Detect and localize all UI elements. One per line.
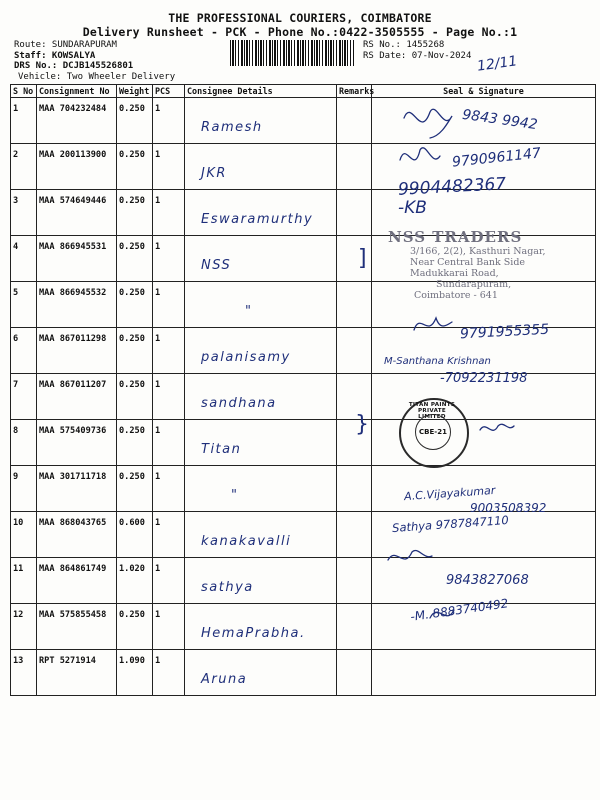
- cell-consignment: MAA 704232484: [37, 98, 117, 144]
- consignee-name: Ramesh: [201, 120, 263, 135]
- cell-pcs: 1: [153, 144, 185, 190]
- runsheet-subtitle: Delivery Runsheet - PCK - Phone No.:0422-3505555 - Page No.:1: [82, 25, 518, 39]
- table-row: [11, 604, 596, 650]
- cell-consignment: MAA 301711718: [37, 466, 117, 512]
- cell-weight: 0.250: [117, 190, 153, 236]
- cell-remarks: [337, 650, 372, 696]
- cell-sno: 8: [11, 420, 37, 466]
- col-remarks: Remarks: [337, 85, 372, 98]
- consignee-name: sathya: [201, 580, 254, 595]
- cell-weight: 0.250: [117, 98, 153, 144]
- cell-consignee: [185, 558, 337, 604]
- cell-remarks: [337, 144, 372, 190]
- cell-sno: 13: [11, 650, 37, 696]
- cell-sno: 7: [11, 374, 37, 420]
- cell-pcs: 1: [153, 328, 185, 374]
- consignee-name: ": [231, 488, 239, 503]
- cell-pcs: 1: [153, 236, 185, 282]
- cell-sno: 1: [11, 98, 37, 144]
- cell-consignment: RPT 5271914: [37, 650, 117, 696]
- cell-consignee: [185, 466, 337, 512]
- seal-center: [415, 414, 451, 450]
- signature-3b: -KB: [398, 198, 427, 218]
- cell-weight: 0.250: [117, 282, 153, 328]
- col-consignment: Consignment No: [37, 85, 117, 98]
- cell-consignment: MAA 867011207: [37, 374, 117, 420]
- remark-mark-bracket-2: }: [355, 412, 369, 437]
- cell-remarks: [337, 190, 372, 236]
- col-pcs: PCS: [153, 85, 185, 98]
- cell-consignment: MAA 866945532: [37, 282, 117, 328]
- stamp-line-1: 3/166, 2(2), Kasthuri Nagar,: [410, 246, 546, 257]
- cell-consignment: MAA 868043765: [37, 512, 117, 558]
- cell-pcs: 1: [153, 190, 185, 236]
- cell-sno: 2: [11, 144, 37, 190]
- signature-1: 9843 9942: [461, 106, 539, 134]
- cell-remarks: [337, 282, 372, 328]
- cell-remarks: [337, 98, 372, 144]
- rs-number: RS No.: 1455268: [363, 40, 445, 50]
- cell-weight: 0.250: [117, 466, 153, 512]
- cell-consignment: MAA 864861749: [37, 558, 117, 604]
- cell-consignee: [185, 374, 337, 420]
- consignee-name: Eswaramurthy: [201, 212, 314, 227]
- cell-sno: 11: [11, 558, 37, 604]
- signature-7b: -7092231198: [440, 371, 528, 386]
- cell-consignment: MAA 574649446: [37, 190, 117, 236]
- cell-consignment: MAA 867011298: [37, 328, 117, 374]
- stamp-line-5: Coimbatore - 641: [414, 290, 498, 301]
- cell-weight: 0.600: [117, 512, 153, 558]
- signature-3: 9904482367: [397, 174, 507, 200]
- cell-weight: 0.250: [117, 236, 153, 282]
- col-consignee: Consignee Details: [185, 85, 337, 98]
- cell-weight: 0.250: [117, 374, 153, 420]
- cell-consignee: [185, 328, 337, 374]
- consignee-name: HemaPrabha.: [201, 626, 306, 641]
- cell-consignment: MAA 866945531: [37, 236, 117, 282]
- nss-traders-stamp: [388, 228, 568, 301]
- cell-remarks: [337, 328, 372, 374]
- cell-remarks: [337, 558, 372, 604]
- signature-2: 9790961147: [451, 145, 542, 171]
- cell-sno: 10: [11, 512, 37, 558]
- consignee-name: Titan: [201, 442, 242, 457]
- cell-consignment: MAA 575855458: [37, 604, 117, 650]
- cell-sno: 9: [11, 466, 37, 512]
- consignee-name: JKR: [201, 166, 227, 181]
- col-seal: Seal & Signature: [372, 85, 596, 98]
- stamp-line-3: Madukkarai Road,: [410, 268, 499, 279]
- signature-13: -M. 8883740492: [409, 596, 510, 624]
- consignee-name: Aruna: [201, 672, 248, 687]
- stamp-name: NSS TRADERS: [388, 228, 523, 246]
- cell-consignee: [185, 604, 337, 650]
- seal-ring-text: TITAN PAINTS PRIVATE LIMITED: [408, 402, 456, 420]
- cell-pcs: 1: [153, 558, 185, 604]
- stamp-line-4: Sundarapuram,: [436, 279, 512, 290]
- cell-weight: 0.250: [117, 420, 153, 466]
- cell-pcs: 1: [153, 650, 185, 696]
- vehicle-label: Vehicle: Two Wheeler Delivery: [18, 71, 176, 82]
- cell-pcs: 1: [153, 512, 185, 558]
- col-sno: S No: [11, 85, 37, 98]
- consignee-name: palanisamy: [201, 350, 291, 365]
- cell-sno: 3: [11, 190, 37, 236]
- cell-pcs: 1: [153, 604, 185, 650]
- cell-sno: 12: [11, 604, 37, 650]
- table-row: [11, 650, 596, 696]
- cell-consignee: [185, 236, 337, 282]
- cell-pcs: 1: [153, 374, 185, 420]
- signature-7a: M-Santhana Krishnan: [384, 356, 491, 367]
- cell-sno: 4: [11, 236, 37, 282]
- consignee-name: sandhana: [201, 396, 277, 411]
- cell-sno: 5: [11, 282, 37, 328]
- cell-sno: 6: [11, 328, 37, 374]
- table-row: [11, 420, 596, 466]
- cell-remarks: [337, 466, 372, 512]
- signature-12: 9843827068: [446, 573, 529, 588]
- drs-label: DRS No.: DCJB145526801: [14, 61, 134, 71]
- signature-11: Sathya 9787847110: [391, 512, 510, 536]
- company-title: THE PROFESSIONAL COURIERS, COIMBATORE: [168, 11, 432, 25]
- cell-weight: 0.250: [117, 144, 153, 190]
- cell-weight: 1.020: [117, 558, 153, 604]
- cell-remarks: [337, 604, 372, 650]
- cell-weight: 1.090: [117, 650, 153, 696]
- signature-10a: A.C.Vijayakumar: [403, 483, 496, 504]
- cell-consignee: [185, 98, 337, 144]
- cell-pcs: 1: [153, 98, 185, 144]
- rs-info: [363, 40, 471, 61]
- cell-signature: [372, 650, 596, 696]
- cell-pcs: 1: [153, 282, 185, 328]
- cell-consignment: MAA 575409736: [37, 420, 117, 466]
- signature-10b: 9003508392: [470, 501, 547, 515]
- signature-6: 9791955355: [459, 321, 550, 343]
- cell-consignee: [185, 190, 337, 236]
- cell-weight: 0.250: [117, 604, 153, 650]
- staff-label: Staff: KOWSALYA: [14, 50, 96, 61]
- rs-date: RS Date: 07-Nov-2024: [363, 50, 472, 61]
- stamp-line-2: Near Central Bank Side: [410, 257, 526, 268]
- consignee-name: NSS: [201, 258, 232, 273]
- cell-consignee: [185, 420, 337, 466]
- handwritten-date: 12/11: [476, 53, 519, 75]
- cell-weight: 0.250: [117, 328, 153, 374]
- route-info: [14, 40, 175, 82]
- col-weight: Weight: [117, 85, 153, 98]
- consignee-name: kanakavalli: [201, 534, 292, 549]
- cell-pcs: 1: [153, 466, 185, 512]
- consignee-name: ": [245, 304, 253, 319]
- cell-pcs: 1: [153, 420, 185, 466]
- cell-remarks: [337, 512, 372, 558]
- seal-center-text: CBE-21: [419, 428, 447, 436]
- table-header-row: [11, 85, 596, 98]
- route-label: Route: SUNDARAPURAM: [14, 40, 117, 50]
- cell-consignee: [185, 282, 337, 328]
- cell-consignee: [185, 144, 337, 190]
- remark-mark-bracket-1: ]: [358, 246, 367, 271]
- barcode: [230, 40, 354, 66]
- cell-consignee: [185, 650, 337, 696]
- cell-consignment: MAA 200113900: [37, 144, 117, 190]
- titan-seal: [399, 398, 469, 468]
- cell-consignee: [185, 512, 337, 558]
